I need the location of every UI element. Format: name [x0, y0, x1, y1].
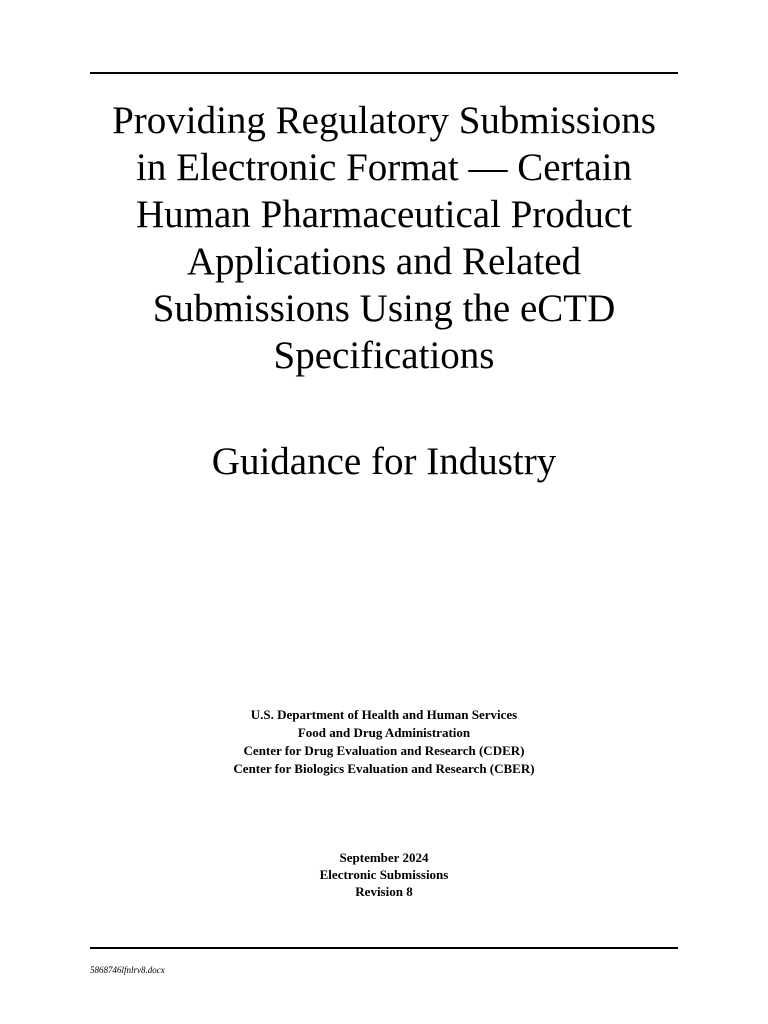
publication-date: September 2024 — [339, 850, 429, 865]
title-line: in Electronic Format — Certain — [135, 146, 633, 189]
revision-number: Revision 8 — [355, 884, 413, 899]
document-subtitle: Guidance for Industry — [211, 440, 557, 483]
organization-line: U.S. Department of Health and Human Services — [250, 707, 518, 722]
title-line: Human Pharmaceutical Product — [135, 193, 632, 236]
organization-line: Food and Drug Administration — [297, 725, 471, 740]
top-horizontal-rule — [90, 72, 678, 74]
document-title — [60, 97, 708, 379]
publication-info — [90, 849, 678, 900]
footer-filename: 5868746lfnlrv8.docx — [90, 965, 165, 975]
issuing-organizations — [90, 706, 678, 778]
organization-line: Center for Drug Evaluation and Research (CDER) — [243, 743, 525, 758]
title-line: Submissions Using the eCTD — [152, 287, 616, 330]
title-line: Providing Regulatory Submissions — [112, 99, 656, 142]
bottom-horizontal-rule — [90, 947, 678, 949]
title-line: Applications and Related — [186, 240, 582, 283]
organization-line: Center for Biologics Evaluation and Research (CBER) — [233, 761, 535, 776]
title-line: Specifications — [273, 334, 495, 377]
publication-category: Electronic Submissions — [319, 867, 449, 882]
